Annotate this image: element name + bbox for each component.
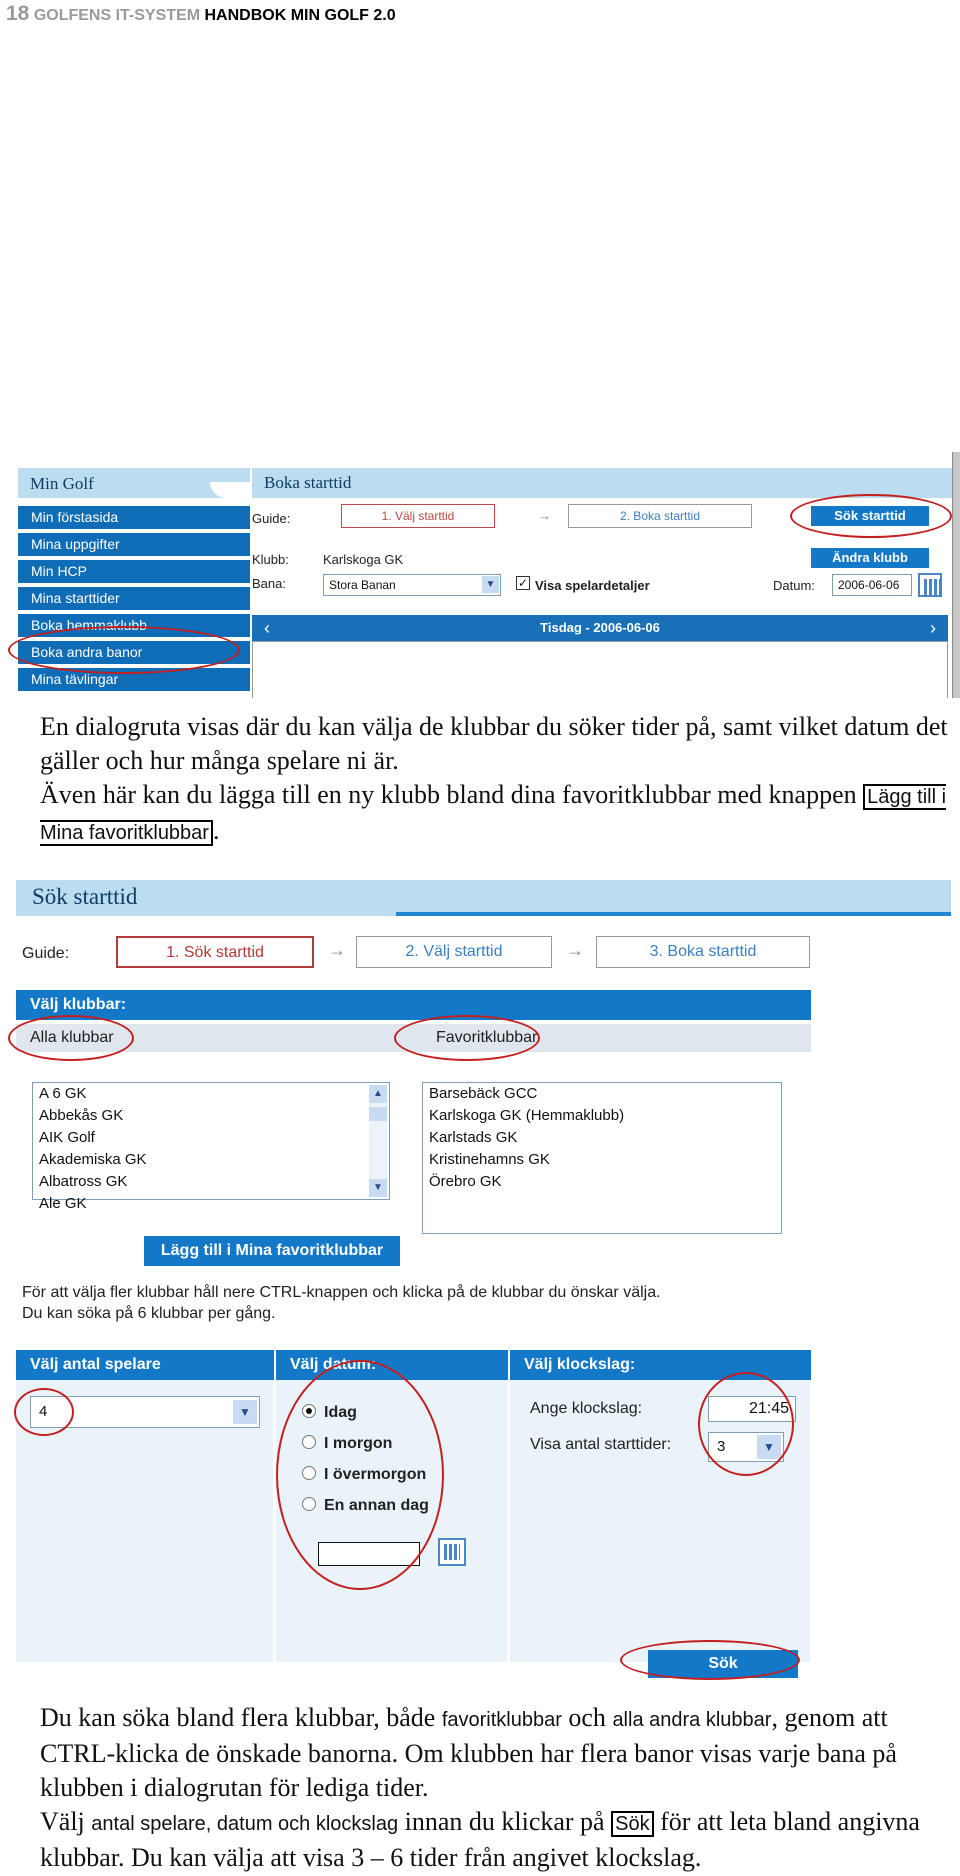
guide-label: Guide: xyxy=(252,511,291,526)
nav-item-boka-andra-banor[interactable]: Boka andra banor xyxy=(18,641,250,664)
paragraph-valj xyxy=(8,1805,948,1875)
info-line-2: Du kan söka på 6 klubbar per gång. xyxy=(22,1305,276,1322)
guide-step-3[interactable]: 3. Boka starttid xyxy=(596,936,810,968)
nav-item-mina-tavlingar[interactable]: Mina tävlingar xyxy=(18,668,250,691)
chevron-down-icon: ▼ xyxy=(482,576,499,593)
p3-a: Du kan söka bland flera klubbar, både xyxy=(40,1703,442,1732)
nav-item-min-forstasida[interactable]: Min förstasida xyxy=(18,506,250,529)
list-item[interactable]: Albatross GK xyxy=(39,1173,128,1190)
guide-arrow-icon: → xyxy=(538,508,551,523)
nav-item-mina-starttider[interactable]: Mina starttider xyxy=(18,587,250,610)
date-navigation-bar xyxy=(252,615,948,641)
chevron-up-icon[interactable]: ▲ xyxy=(369,1085,387,1103)
visa-antal-starttider-label: Visa antal starttider: xyxy=(530,1436,672,1453)
guide-arrow-icon: → xyxy=(566,940,584,960)
list-item[interactable]: AIK Golf xyxy=(39,1129,95,1146)
list-item[interactable]: Ale GK xyxy=(39,1195,87,1212)
radio-label: I morgon xyxy=(324,1435,393,1452)
radio-label: I övermorgon xyxy=(324,1466,427,1483)
calendar-icon[interactable] xyxy=(918,573,942,597)
highlight-ring-sok-starttid xyxy=(790,494,952,538)
date-label: Datum: xyxy=(773,578,815,593)
highlight-ring-alla-klubbar xyxy=(8,1015,134,1061)
nav-item-boka-hemmaklubb[interactable]: Boka hemmaklubb xyxy=(18,614,250,637)
chevron-right-icon[interactable]: › xyxy=(930,618,936,638)
list-item[interactable]: Kristinehamns GK xyxy=(429,1151,550,1168)
tab-favoritklubbar[interactable]: Favoritklubbar xyxy=(408,1024,811,1052)
chevron-down-icon: ▼ xyxy=(757,1435,781,1459)
p3-c: , genom att CTRL-klicka de önskade banorna. Om klubben har flera banor visas varje bana på klubben i dialogrutan för lediga tider. xyxy=(40,1703,897,1802)
tab-alla-klubbar[interactable]: Alla klubbar xyxy=(16,1024,408,1052)
highlight-ring-klockslag xyxy=(698,1372,794,1476)
list-item[interactable]: Karlstads GK xyxy=(429,1129,518,1146)
list-item[interactable]: Akademiska GK xyxy=(39,1151,147,1168)
starttider-area xyxy=(252,641,948,698)
inline-sok-reference: Sök xyxy=(611,1811,653,1837)
p3-all: alla andra klubbar xyxy=(612,1709,772,1731)
paragraph-dialogruta: En dialogruta visas där du kan välja de klubbar du söker tider på, samt vilket datum det gäller och hur många spelare ni är. xyxy=(40,712,948,775)
sok-starttid-title: Sök starttid xyxy=(32,884,138,909)
inline-button-reference: Lägg till i Mina favoritklubbar xyxy=(40,786,947,844)
course-select[interactable] xyxy=(323,574,501,596)
add-to-favorites-button[interactable]: Lägg till i Mina favoritklubbar xyxy=(144,1236,400,1266)
count-select-value: 3 xyxy=(717,1438,726,1455)
sok-starttid-header xyxy=(16,880,951,916)
calendar-icon[interactable] xyxy=(438,1538,466,1566)
list-item[interactable]: Barsebäck GCC xyxy=(429,1085,538,1102)
list-item[interactable]: Karlskoga GK (Hemmaklubb) xyxy=(429,1107,625,1124)
highlight-ring-sok xyxy=(620,1640,800,1680)
screenshot-boka-starttid xyxy=(8,452,960,698)
nav-item-mina-uppgifter[interactable]: Mina uppgifter xyxy=(18,533,250,556)
guide-step-1[interactable]: 1. Sök starttid xyxy=(116,936,314,968)
chevron-down-icon[interactable]: ▼ xyxy=(369,1179,387,1197)
p2-text: Även här kan du lägga till en ny klubb bland dina favoritklubbar med knappen xyxy=(40,780,864,809)
scroll-thumb[interactable] xyxy=(369,1107,387,1121)
scrollbar-edge xyxy=(952,452,960,698)
p4-sans: antal spelare, datum och klockslag xyxy=(91,1813,399,1835)
radio-label: En annan dag xyxy=(324,1497,429,1514)
sok-button[interactable]: Sök xyxy=(648,1650,798,1678)
body-text-2 xyxy=(8,1701,948,1875)
highlight-ring-boka-andra-banor xyxy=(8,626,240,674)
p4-a: Välj xyxy=(40,1807,92,1836)
favorite-clubs-list[interactable] xyxy=(422,1082,782,1234)
chevron-down-icon: ▼ xyxy=(233,1400,257,1424)
date-input-value: 2006-06-06 xyxy=(838,578,900,592)
highlight-ring-datum xyxy=(276,1360,444,1590)
p4-c: för att leta bland angivna klubbar. Du kan välja att visa 3 – 6 tider från angivet klockslag. xyxy=(40,1807,920,1872)
date-panel xyxy=(276,1380,508,1662)
p3-fav: favoritklubbar xyxy=(441,1709,562,1731)
klockslag-header: Välj klockslag: xyxy=(510,1350,811,1380)
screenshot-sok-starttid xyxy=(16,880,951,1680)
list-item[interactable]: Örebro GK xyxy=(429,1173,502,1190)
players-select-value: 4 xyxy=(39,1403,48,1420)
chevron-left-icon[interactable]: ‹ xyxy=(264,618,270,638)
highlight-ring-players xyxy=(14,1388,74,1436)
paragraph-favoritklubbar xyxy=(8,778,948,850)
paragraph-ctrl xyxy=(8,1701,948,1805)
list-scrollbar[interactable] xyxy=(369,1085,387,1197)
info-line-1: För att välja fler klubbar håll nere CTRL-knappen och klicka på de klubbar du önskar välja. xyxy=(22,1284,661,1301)
course-select-value: Stora Banan xyxy=(329,578,396,592)
course-label: Bana: xyxy=(252,576,286,591)
header-system: GOLFENS IT-SYSTEM xyxy=(33,7,201,24)
p3-b: och xyxy=(561,1703,613,1732)
right-panel-header xyxy=(252,468,952,498)
info-text xyxy=(22,1282,661,1324)
list-item[interactable]: Abbekås GK xyxy=(39,1107,124,1124)
nav-item-min-hcp[interactable]: Min HCP xyxy=(18,560,250,583)
list-item[interactable]: A 6 GK xyxy=(39,1085,87,1102)
players-panel xyxy=(16,1380,274,1662)
club-value: Karlskoga GK xyxy=(323,552,404,567)
time-input[interactable]: 21:45 xyxy=(708,1396,796,1422)
sok-starttid-button[interactable]: Sök starttid xyxy=(811,506,929,526)
highlight-ring-favoritklubbar xyxy=(394,1015,540,1061)
guide-step-2[interactable]: 2. Välj starttid xyxy=(356,936,552,968)
time-panel xyxy=(510,1380,811,1662)
ange-klockslag-label: Ange klockslag: xyxy=(530,1400,643,1417)
guide-arrow-icon: → xyxy=(328,940,346,960)
club-label: Klubb: xyxy=(252,552,289,567)
p2-end: . xyxy=(212,816,220,845)
guide-step-2[interactable]: 2. Boka starttid xyxy=(568,504,752,528)
running-header xyxy=(6,2,396,26)
right-panel-title: Boka starttid xyxy=(264,473,352,492)
page-number: 18 xyxy=(6,2,30,25)
antal-spelare-header: Välj antal spelare xyxy=(16,1350,274,1380)
radio-label: Idag xyxy=(324,1404,357,1421)
date-input[interactable] xyxy=(832,574,912,596)
valj-datum-header: Välj datum: xyxy=(276,1350,508,1380)
left-panel-title: Min Golf xyxy=(30,474,94,493)
header-title: HANDBOK MIN GOLF 2.0 xyxy=(204,7,396,24)
p4-b: innan du klickar på xyxy=(398,1807,612,1836)
visa-spelardetaljer-label: Visa spelardetaljer xyxy=(535,578,650,593)
andra-klubb-button[interactable]: Ändra klubb xyxy=(811,548,929,568)
body-text-1 xyxy=(8,710,948,850)
guide-label: Guide: xyxy=(22,945,70,962)
valj-klubbar-bar: Välj klubbar: xyxy=(16,990,811,1020)
visa-spelardetaljer-checkbox[interactable]: ✓ xyxy=(517,576,529,590)
guide-step-1[interactable]: 1. Välj starttid xyxy=(341,504,495,528)
left-panel-header xyxy=(18,468,250,498)
all-clubs-list[interactable] xyxy=(32,1082,390,1212)
date-bar-label: Tisdag - 2006-06-06 xyxy=(540,620,660,635)
